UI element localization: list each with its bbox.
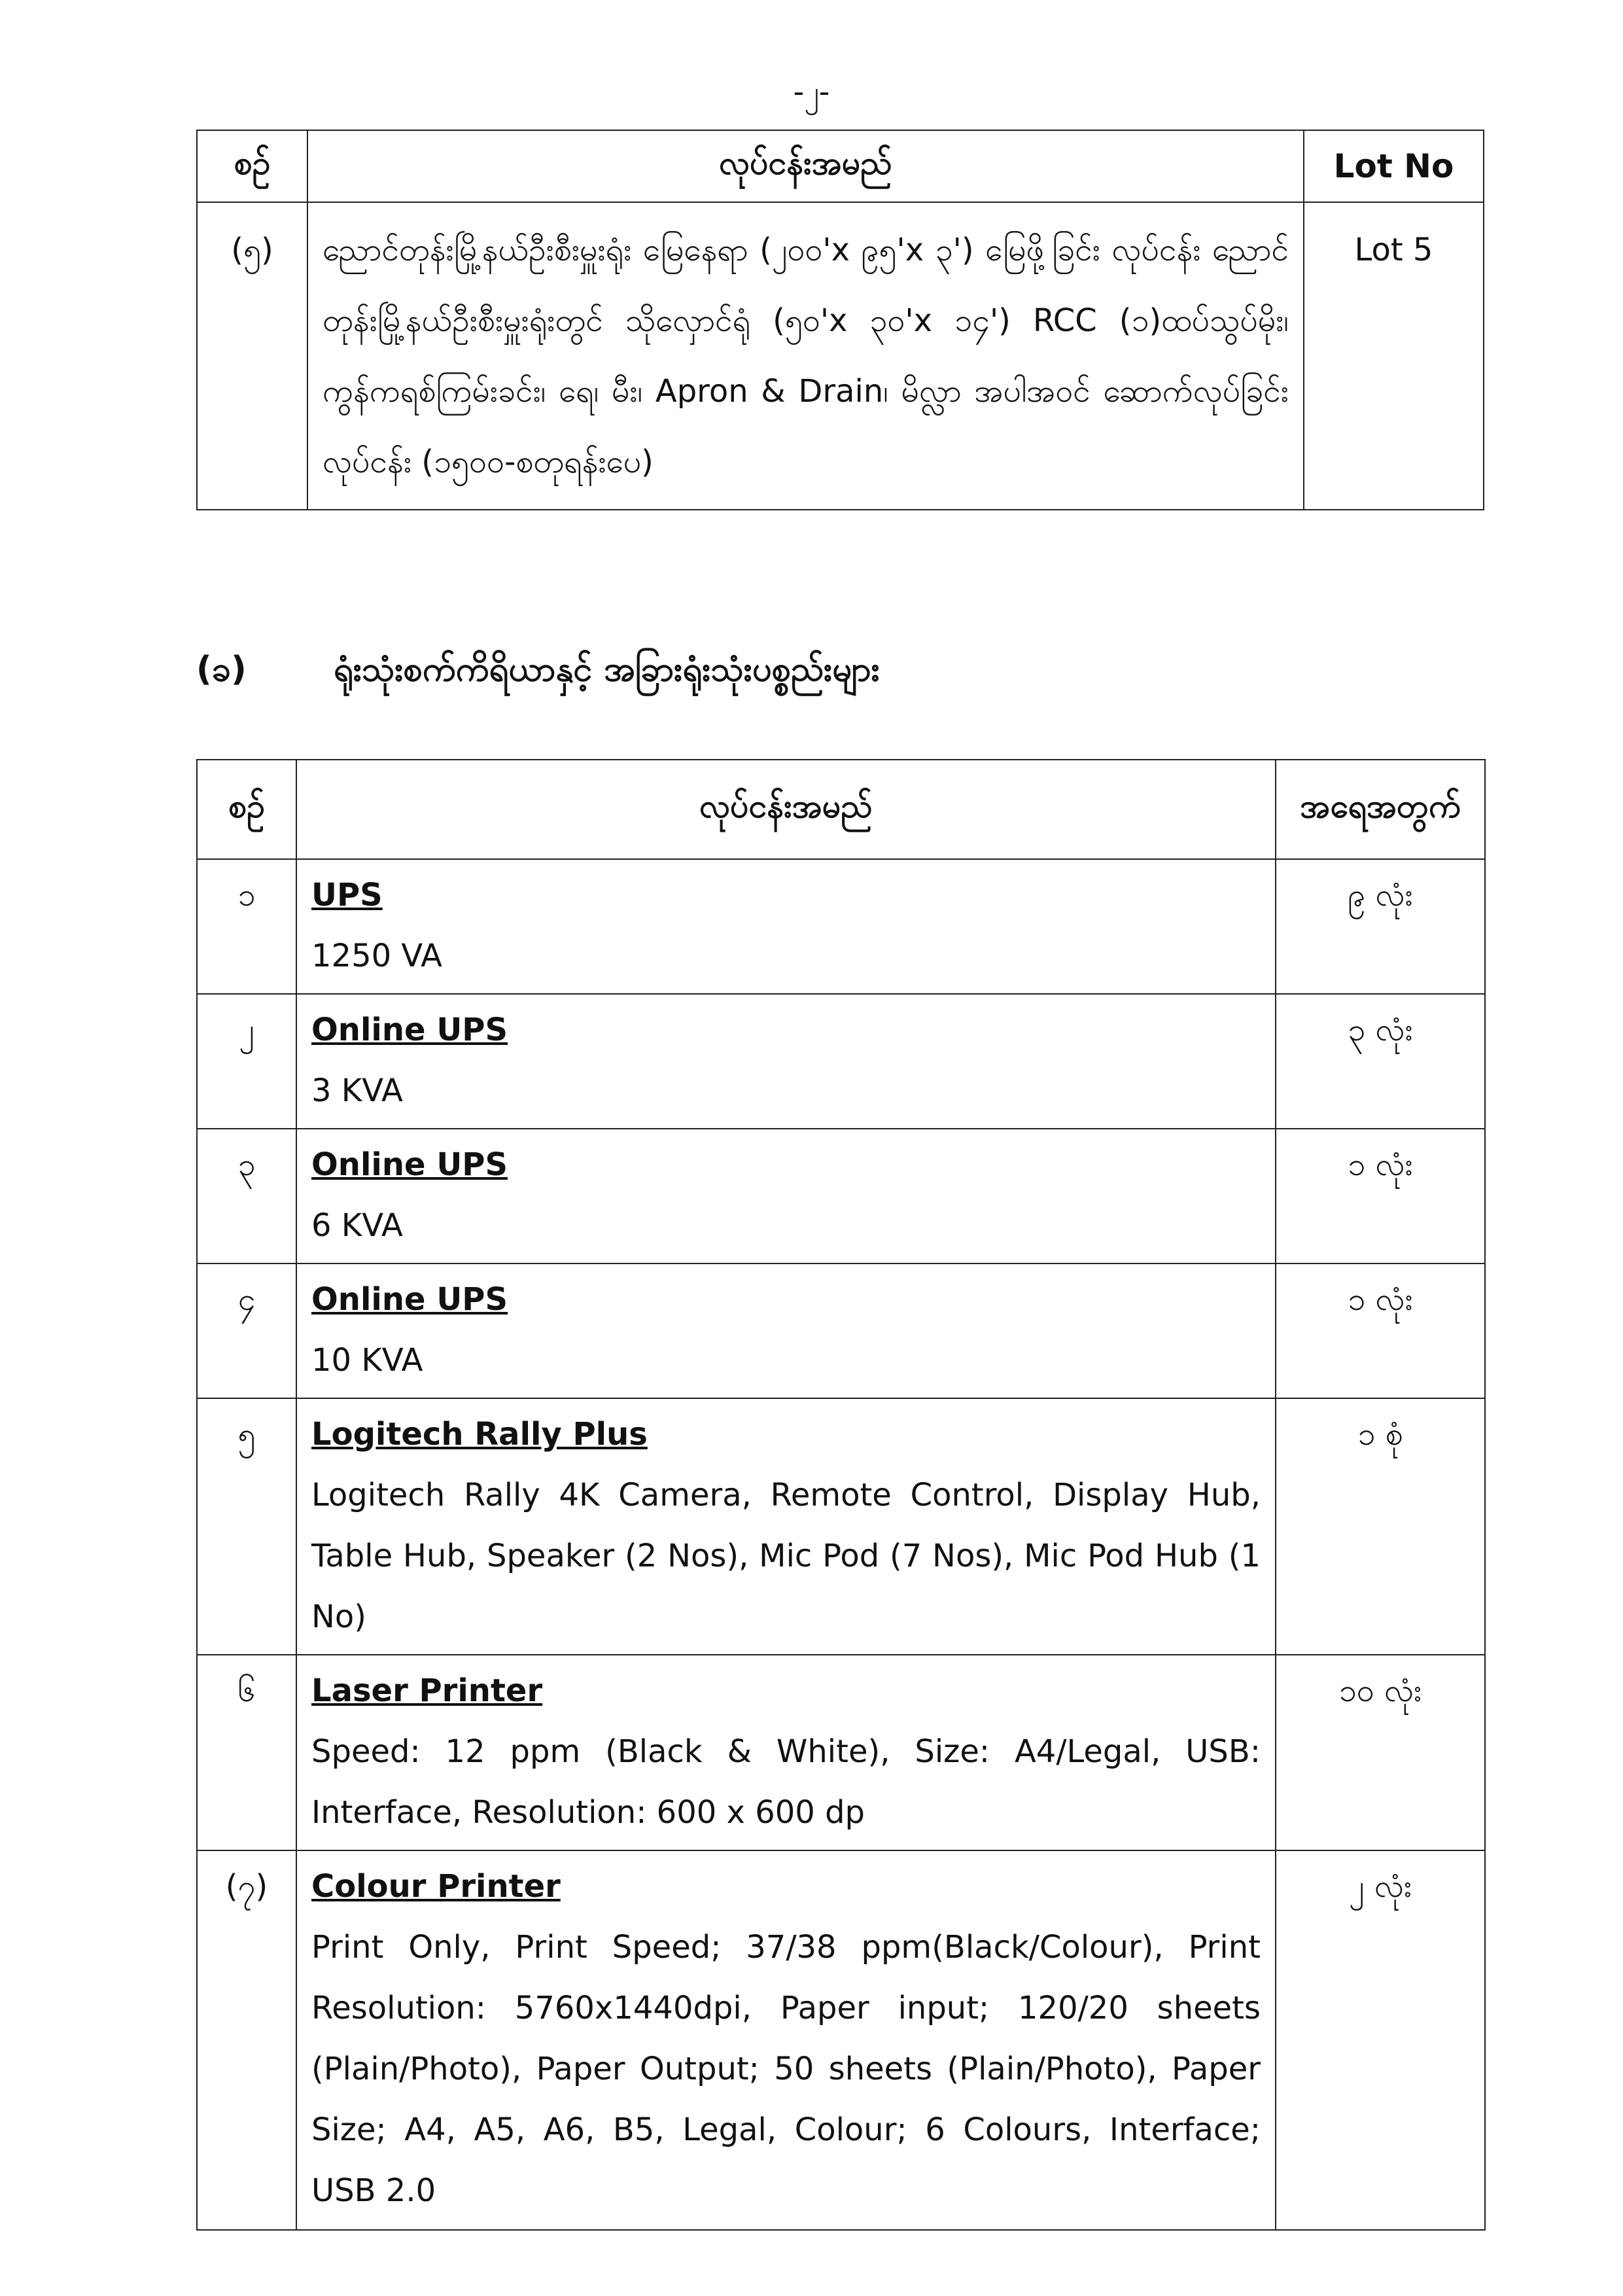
row-quantity: ၁၀ လုံး bbox=[1276, 1655, 1485, 1850]
table-row bbox=[197, 1850, 1485, 2230]
row-serial-no: (၇) bbox=[197, 1850, 296, 2230]
item-name: Logitech Rally Plus bbox=[311, 1416, 648, 1453]
item-name: Laser Printer bbox=[311, 1672, 543, 1709]
header-serial-no: စဉ် bbox=[197, 760, 296, 859]
row-item bbox=[296, 1129, 1276, 1263]
row-item bbox=[296, 1263, 1276, 1398]
row-serial-no: ၃ bbox=[197, 1129, 296, 1263]
table-row bbox=[197, 1398, 1485, 1655]
item-detail: 6 KVA bbox=[311, 1207, 403, 1244]
table-row bbox=[197, 202, 1484, 510]
table-row bbox=[197, 1129, 1485, 1263]
row-serial-no: ၆ bbox=[197, 1655, 296, 1850]
table-row bbox=[197, 1655, 1485, 1850]
row-serial-no: ၄ bbox=[197, 1263, 296, 1398]
header-serial-no: စဉ် bbox=[197, 130, 307, 202]
lot-table bbox=[196, 130, 1484, 510]
table-row bbox=[197, 1263, 1485, 1398]
row-item bbox=[296, 859, 1276, 994]
item-name: Online UPS bbox=[311, 1146, 508, 1183]
item-detail: 3 KVA bbox=[311, 1072, 403, 1109]
row-serial-no: ၁ bbox=[197, 859, 296, 994]
equipment-table bbox=[196, 759, 1486, 2231]
item-detail: Speed: 12 ppm (Black & White), Size: A4/Legal, USB: Interface, Resolution: 600 x 600 dp bbox=[311, 1733, 1261, 1831]
header-quantity: အရေအတွက် bbox=[1276, 760, 1485, 859]
row-quantity: ၉ လုံး bbox=[1276, 859, 1485, 994]
item-name: UPS bbox=[311, 877, 383, 913]
header-lot-no: Lot No bbox=[1304, 130, 1484, 202]
row-serial-no: ၅ bbox=[197, 1398, 296, 1655]
item-detail: 10 KVA bbox=[311, 1342, 423, 1379]
item-name: Online UPS bbox=[311, 1281, 508, 1318]
row-item bbox=[296, 1398, 1276, 1655]
row-quantity: ၁ လုံး bbox=[1276, 1263, 1485, 1398]
item-name: Colour Printer bbox=[311, 1868, 561, 1905]
row-work-description: ညောင်တုန်းမြို့နယ်ဦးစီးမှူးရုံး မြေနေရာ (၂၀၀'x ၉၅'x ၃') မြေဖို့ခြင်း လုပ်ငန်း ညောင်တုန်းမြို့နယ်ဦးစီးမှူးရုံးတွင် သိုလှောင်ရုံ (၅၀'x ၃၀'x ၁၄') RCC (၁)ထပ်သွပ်မိုး၊ ကွန်ကရစ်ကြမ်းခင်း၊ ရေ၊ မီး၊ Apron & Drain၊ မိလ္လာ အပါအဝင် ဆောက်လုပ်ခြင်းလုပ်ငန်း (၁၅၀၀-စတုရန်းပေ) bbox=[307, 202, 1304, 510]
row-lot-no: Lot 5 bbox=[1304, 202, 1484, 510]
row-item bbox=[296, 1850, 1276, 2230]
row-serial-no: (၅) bbox=[197, 202, 307, 510]
table-row bbox=[197, 994, 1485, 1129]
page-number: -၂- bbox=[793, 74, 830, 109]
row-item bbox=[296, 994, 1276, 1129]
item-name: Online UPS bbox=[311, 1012, 508, 1048]
table-row bbox=[197, 859, 1485, 994]
row-quantity: ၃ လုံး bbox=[1276, 994, 1485, 1129]
row-quantity: ၂ လုံး bbox=[1276, 1850, 1485, 2230]
header-work-name: လုပ်ငန်းအမည် bbox=[296, 760, 1276, 859]
section-number: (ခ) bbox=[196, 650, 247, 689]
row-serial-no: ၂ bbox=[197, 994, 296, 1129]
table-header-row bbox=[197, 760, 1485, 859]
row-quantity: ၁ လုံး bbox=[1276, 1129, 1485, 1263]
row-quantity: ၁ စုံ bbox=[1276, 1398, 1485, 1655]
item-detail: 1250 VA bbox=[311, 938, 443, 974]
section-title: ရုံးသုံးစက်ကိရိယာနှင့် အခြားရုံးသုံးပစ္စည်းများ bbox=[334, 650, 880, 689]
item-detail: Print Only, Print Speed; 37/38 ppm(Black/Colour), Print Resolution: 5760x1440dpi, Paper input; 120/20 sheets (Plain/Photo), Paper Output; 50 sheets (Plain/Photo), Paper Size; A4, A5, A6, B5, Legal, Colour; 6 Colours, Interface; USB 2.0 bbox=[311, 1929, 1261, 2209]
header-work-name: လုပ်ငန်းအမည် bbox=[307, 130, 1304, 202]
row-item bbox=[296, 1655, 1276, 1850]
item-detail: Logitech Rally 4K Camera, Remote Control, Display Hub, Table Hub, Speaker (2 Nos), Mic Pod (7 Nos), Mic Pod Hub (1 No) bbox=[311, 1477, 1261, 1635]
table-header-row bbox=[197, 130, 1484, 202]
